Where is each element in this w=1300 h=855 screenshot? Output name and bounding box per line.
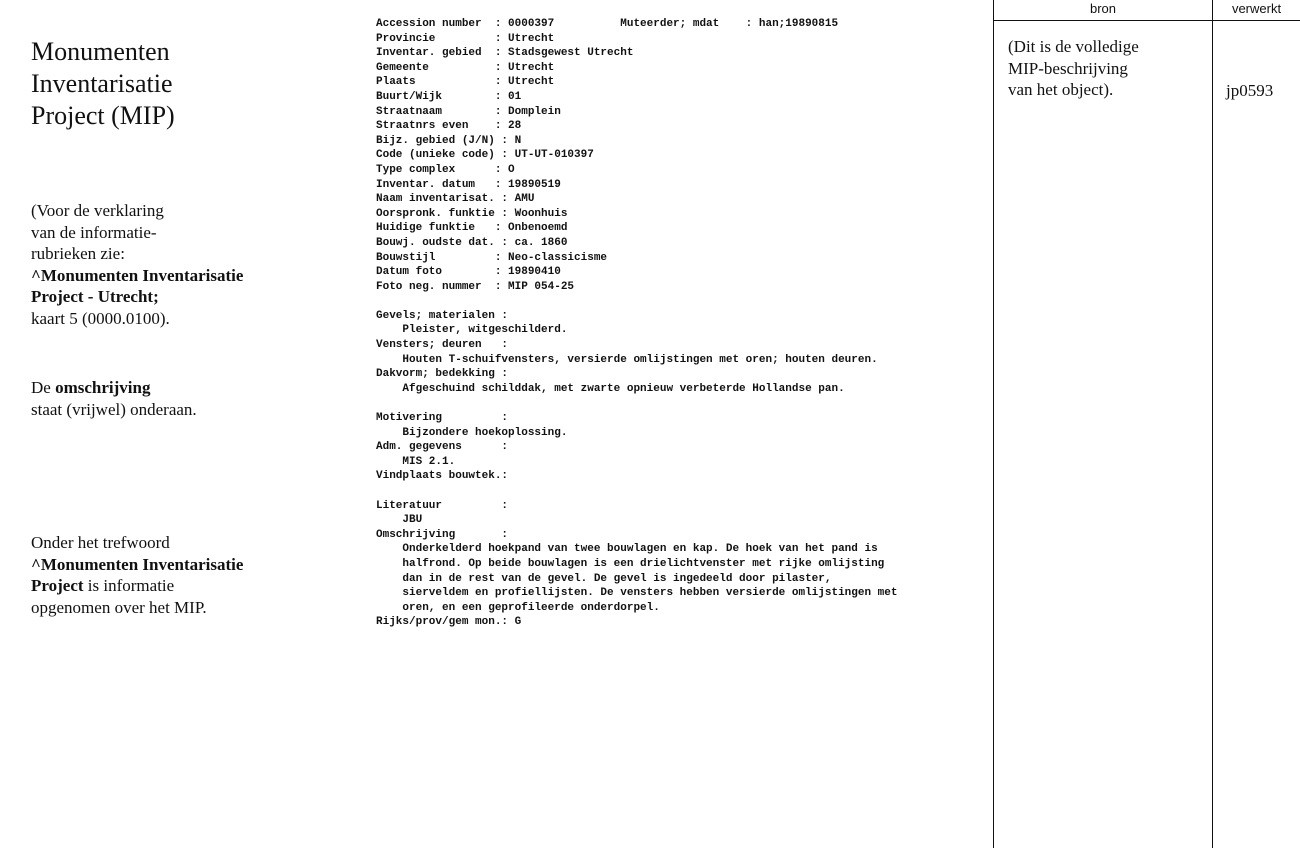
record-line: Provincie : Utrecht: [376, 32, 555, 45]
record-line: Gemeente : Utrecht: [376, 61, 555, 74]
record-line: JBU: [376, 514, 423, 527]
record-line: Pleister, witgeschilderd.: [376, 324, 568, 337]
record-line: Omschrijving :: [376, 528, 509, 541]
record-line: oren, en een geprofileerde onderdorpel.: [376, 601, 660, 614]
note-verklaring: [31, 200, 331, 330]
column-divider-middle: [1212, 0, 1213, 848]
record-line: Bijz. gebied (J/N) : N: [376, 134, 522, 147]
record-line: Huidige funktie : Onbenoemd: [376, 222, 568, 235]
record-line: Vindplaats bouwtek.:: [376, 470, 509, 483]
record-line: Straatnaam : Domplein: [376, 105, 561, 118]
note-omschrijving: [31, 377, 331, 420]
record-line: Buurt/Wijk : 01: [376, 90, 522, 103]
record-line: sierveldem en profiellijsten. De vensters hebben versierde omlijstingen met: [376, 587, 898, 600]
note-verklaring-line-4: kaart 5 (0000.0100).: [31, 308, 170, 328]
record-line: Naam inventarisat. : AMU: [376, 193, 535, 206]
title-line-3: Project (MIP): [31, 101, 175, 130]
note-trefwoord: [31, 532, 331, 618]
record-line: Bouwstijl : Neo-classicisme: [376, 251, 608, 264]
record-line: Type complex : O: [376, 163, 515, 176]
record-line: Datum foto : 19890410: [376, 266, 561, 279]
record-line: Motivering :: [376, 412, 509, 425]
record-line: Foto neg. nummer : MIP 054-25: [376, 280, 575, 293]
note-omschrijving-bold: omschrijving: [55, 378, 151, 397]
record-line: Code (unieke code) : UT-UT-010397: [376, 149, 594, 162]
record-line: [376, 294, 976, 309]
record-line: Plaats : Utrecht: [376, 76, 555, 89]
verwerkt-code: jp0593: [1226, 81, 1274, 100]
header-divider: [993, 20, 1300, 21]
column-header-bron: bron: [1089, 1, 1117, 16]
record-line: Dakvorm; bedekking :: [376, 368, 509, 381]
record-line: [376, 396, 976, 411]
page-title: [31, 36, 331, 132]
record-line: Straatnrs even : 28: [376, 120, 522, 133]
record-line: Oorspronk. funktie : Woonhuis: [376, 207, 568, 220]
note-omschrijving-pre: De: [31, 378, 56, 397]
note-trefwoord-line-4: opgenomen over het MIP.: [31, 597, 207, 617]
record-line: Adm. gegevens :: [376, 441, 509, 454]
record-line: Houten T-schuifvensters, versierde omlijstingen met oren; houten deuren.: [376, 353, 878, 366]
record-line: Vensters; deuren :: [376, 339, 509, 352]
reference-link-mip-utrecht-2: Project - Utrecht;: [31, 287, 159, 307]
reference-link-mip-2: Project: [31, 576, 84, 596]
column-header-verwerkt: verwerkt: [1231, 1, 1282, 16]
record-line: Literatuur :: [376, 499, 509, 512]
reference-link-mip-utrecht-1: ^Monumenten Inventarisatie: [31, 265, 244, 285]
record-line: halfrond. Op beide bouwlagen is een drielichtvenster met rijke omlijsting: [376, 557, 885, 570]
record-line: Bijzondere hoekoplossing.: [376, 426, 568, 439]
note-verklaring-line-2: van de informatie-: [31, 222, 157, 242]
reference-link-mip-1: ^Monumenten Inventarisatie: [31, 554, 244, 574]
note-verklaring-line-3: rubrieken zie:: [31, 244, 125, 264]
record-line: Inventar. datum : 19890519: [376, 178, 561, 191]
bron-note: [1008, 36, 1208, 101]
record-line: MIS 2.1.: [376, 455, 456, 468]
bron-note-line-2: MIP-beschrijving: [1008, 58, 1128, 78]
note-omschrijving-line-2: staat (vrijwel) onderaan.: [31, 399, 197, 419]
record-line: Afgeschuind schilddak, met zwarte opnieuw verbeterde Hollandse pan.: [376, 382, 845, 395]
record-line: Bouwj. oudste dat. : ca. 1860: [376, 236, 568, 249]
record-line: [376, 484, 976, 499]
bron-note-line-3: van het object).: [1008, 80, 1114, 100]
mip-record-text: [376, 17, 976, 630]
bron-note-line-1: (Dit is de volledige: [1008, 37, 1139, 56]
record-line: Rijks/prov/gem mon.: G: [376, 616, 522, 629]
record-line: Inventar. gebied : Stadsgewest Utrecht: [376, 47, 634, 60]
note-trefwoord-line-3: is informatie: [83, 576, 175, 596]
record-line: Onderkelderd hoekpand van twee bouwlagen en kap. De hoek van het pand is: [376, 543, 878, 556]
note-verklaring-line-1: (Voor de verklaring: [31, 201, 164, 220]
column-divider-left: [993, 0, 994, 848]
record-line: Gevels; materialen :: [376, 309, 509, 322]
record-line: dan in de rest van de gevel. De gevel is ingedeeld door pilaster,: [376, 572, 832, 585]
title-line-1: Monumenten: [31, 37, 170, 66]
title-line-2: Inventarisatie: [31, 69, 173, 98]
record-line: Accession number : 0000397 Muteerder; mdat : han;19890815: [376, 18, 839, 30]
note-trefwoord-line-1: Onder het trefwoord: [31, 533, 170, 552]
